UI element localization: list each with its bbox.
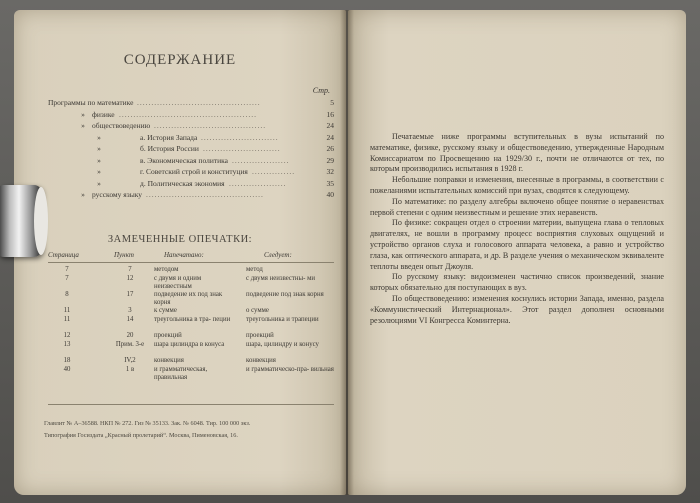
toc-row — [48, 143, 334, 155]
toc-entry-label: физике — [92, 109, 115, 119]
imprint-line-1: Главлит № А–36588. НКП № 272. Гиз № 35133. Зак. № 6048. Тир. 100 000 экз. — [44, 420, 251, 427]
toc-row — [48, 155, 334, 167]
errata-page: 11 — [63, 307, 71, 314]
toc-entry-label: д. Политическая экономия — [140, 178, 225, 188]
toc-leader-dots: ........................... — [203, 144, 281, 153]
toc-entry-page: 32 — [326, 167, 334, 176]
toc-entry-label: русскому языку — [92, 190, 143, 199]
errata-printed: проекций — [154, 332, 182, 339]
left-page — [14, 10, 346, 495]
errata-row — [14, 341, 346, 357]
errata-item: 20 — [126, 332, 134, 339]
toc-row — [48, 189, 334, 201]
toc-ditto-mark: » — [97, 167, 101, 176]
book-spine-shadow — [340, 10, 354, 495]
errata-row — [14, 291, 346, 307]
toc-ditto-mark: » — [81, 121, 85, 130]
toc-row — [48, 178, 334, 190]
errata-page: 12 — [63, 332, 71, 339]
errata-should: треугольника и трапеции — [246, 316, 319, 323]
errata-header-item: Пункт — [114, 251, 134, 259]
toc-entry-label: обществоведению — [92, 121, 151, 130]
errata-printed: треугольника в тра- пеции — [154, 316, 231, 323]
errata-page: 7 — [65, 266, 69, 273]
errata-should: с двумя неизвестны- ми — [246, 275, 316, 282]
errata-page: 40 — [63, 366, 71, 373]
errata-header-page: Страница — [48, 251, 79, 259]
toc-entry-label: а. История Запада — [140, 132, 198, 142]
toc-leader-dots: ............... — [252, 167, 296, 176]
toc-entry-page: 16 — [326, 109, 334, 119]
toc-ditto-mark: » — [97, 144, 101, 153]
toc-entry-page: 24 — [326, 132, 334, 142]
errata-item: 1 в — [125, 366, 135, 373]
errata-item: 3 — [128, 307, 132, 314]
toc-entry-page: 5 — [330, 98, 334, 107]
errata-header-should: Следует: — [264, 251, 292, 259]
errata-row — [14, 266, 346, 275]
errata-row — [14, 332, 346, 341]
errata-should: метод — [246, 266, 263, 273]
errata-item: 7 — [128, 266, 132, 273]
errata-item: IV,2 — [124, 357, 136, 364]
preface-paragraph: Небольшие поправки и изменения, внесенные в программы, в соответствии с пожеланиями испытательных комиссий при вузах, сводятся к следующему. — [370, 175, 664, 195]
errata-row — [14, 357, 346, 366]
errata-page: 13 — [63, 341, 71, 348]
preface-paragraph: По математике: по разделу алгебры включено общее понятие о неравенствах первой степени с одним неизвестным и решение этих неравенств. — [370, 196, 664, 217]
toc-entry-label: г. Советский строй и конституция — [140, 167, 248, 176]
toc-entry-label: Программы по математике — [48, 98, 134, 107]
errata-table — [14, 266, 346, 382]
toc-entry-label: б. История России — [140, 144, 199, 153]
errata-row — [14, 316, 346, 332]
errata-should: шара, цилиндру и конусу — [246, 341, 319, 348]
toc-leader-dots: .................... — [232, 155, 290, 165]
errata-printed: шара цилиндра в конуса — [154, 341, 225, 348]
errata-printed: методом — [154, 266, 179, 273]
toc-entry-label: в. Экономическая политика — [140, 155, 229, 165]
toc-ditto-mark: » — [97, 178, 101, 188]
errata-page: 11 — [63, 316, 71, 323]
errata-printed: с двумя и одним неизвестным — [154, 275, 202, 290]
imprint — [44, 418, 340, 442]
toc-ditto-mark: » — [97, 132, 101, 142]
errata-page: 8 — [65, 291, 69, 298]
errata-should: подведение под знак корня — [246, 291, 324, 298]
imprint-line-2: Типография Госиздата „Красный пролетарий“. Москва, Пименовская, 16. — [44, 432, 238, 439]
preface-paragraph: Печатаемые ниже программы вступительных в вузы испытаний по математике, физике, русскому языку и обществоведению, утвержденные Народным Комиссариатом по Просвещению на 1929/30 г., почти не отличаются от тех, по которым производились испытания в 1928 г. — [370, 132, 664, 174]
toc-ditto-mark: » — [81, 190, 85, 199]
toc-title: СОДЕРЖАНИЕ — [123, 52, 237, 68]
toc-entry-page: 35 — [326, 178, 334, 188]
toc-leader-dots: ........................... — [201, 132, 279, 142]
errata-row — [14, 307, 346, 316]
coin-object — [0, 185, 42, 257]
errata-item: 12 — [126, 275, 134, 282]
toc-leader-dots: ....................................... — [154, 121, 267, 130]
errata-should: конвекция — [246, 357, 276, 364]
toc-row — [48, 166, 334, 178]
errata-page: 18 — [63, 357, 71, 364]
toc-entry-page: 26 — [326, 144, 334, 153]
errata-divider — [48, 262, 334, 263]
errata-printed: к сумме — [154, 307, 177, 314]
errata-row — [14, 366, 346, 382]
toc-leader-dots: ........................................... — [137, 98, 261, 107]
toc-page-header: Стр. — [312, 86, 330, 95]
errata-printed: конвекция — [154, 357, 184, 364]
preface-paragraph: По русскому языку: видоизменен частично список произведений, знание которых обязательно для поступающих в вуз. — [370, 272, 664, 293]
errata-should: о сумме — [246, 307, 269, 314]
errata-header-printed: Напечатано: — [164, 251, 204, 259]
errata-printed: и грамматическая, правильная — [154, 366, 208, 381]
errata-title: ЗАМЕЧЕННЫЕ ОПЕЧАТКИ: — [107, 234, 253, 245]
errata-printed: подведение их под знак корня — [154, 291, 223, 306]
preface-paragraph: По обществоведению: изменения коснулись истории Запада, именно, раздела «Коммунистический Интернационал». Этот раздел дополнен основными резолюциями VI Конгресса Коминтерна. — [370, 293, 664, 325]
errata-item: 14 — [126, 316, 134, 323]
toc-row — [48, 97, 334, 109]
toc-row — [48, 109, 334, 121]
right-page — [348, 10, 686, 495]
toc-leader-dots: ......................................... — [146, 190, 264, 199]
open-booklet — [14, 10, 686, 495]
errata-should: и грамматическо-пра- вильная — [246, 366, 334, 373]
toc-row — [48, 120, 334, 132]
toc-leader-dots: .................... — [229, 178, 287, 188]
errata-should: проекций — [246, 332, 274, 339]
errata-row — [14, 275, 346, 291]
toc-row — [48, 132, 334, 144]
errata-item: 17 — [126, 291, 134, 298]
errata-page: 7 — [65, 275, 69, 282]
preface-text — [370, 132, 664, 326]
errata-item: Прим. 3-е — [115, 341, 145, 348]
toc-leader-dots: ................................................ — [119, 109, 257, 119]
toc-entry-page: 29 — [326, 155, 334, 165]
errata-bottom-divider — [48, 404, 334, 405]
toc-entry-page: 24 — [326, 121, 334, 130]
toc-entry-page: 40 — [326, 190, 334, 199]
toc-list — [48, 97, 334, 201]
toc-ditto-mark: » — [81, 109, 85, 119]
toc-ditto-mark: » — [97, 155, 101, 165]
preface-paragraph: По физике: сокращен отдел о строении материи, выпущена глава о тепловых двигателях, не вошли в программу процесс восприятия слуховых ощущений и устройство органов слуха и голосового аппарата человека, а равно и устройство глаза, как оптического аппарата, и др. В разделе учения о механическом эквиваленте теплоты введен опыт Джоуля. — [370, 218, 664, 271]
